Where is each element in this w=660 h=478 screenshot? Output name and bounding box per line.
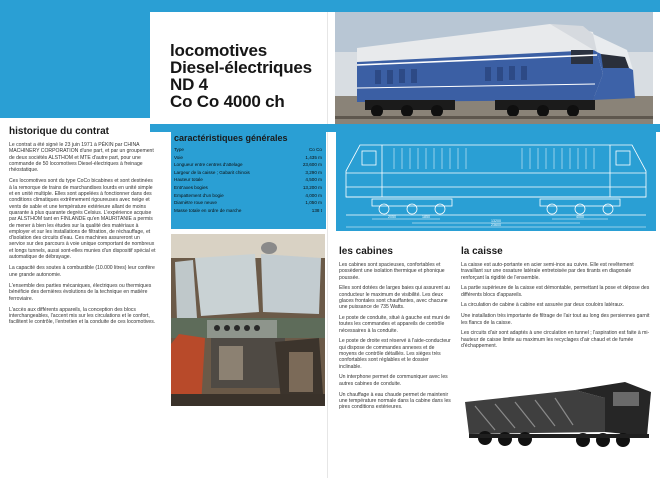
caisse-text	[461, 262, 654, 354]
row-value: 13,200 m	[302, 184, 322, 190]
table-row	[174, 199, 322, 207]
row-value: 4,500 m	[305, 177, 322, 183]
row-label: Voie	[174, 154, 183, 160]
row-value: 4,000 m	[305, 192, 322, 198]
caisse-heading: la caisse	[461, 246, 503, 257]
dim-label: 13200	[491, 219, 501, 223]
title-line-3: ND 4	[170, 75, 208, 94]
locomotive-frame-photo	[455, 372, 655, 454]
table-row	[174, 161, 322, 169]
dim-label: 4000	[576, 215, 584, 219]
row-value: 138 t	[311, 207, 322, 213]
table-row	[174, 184, 322, 192]
paragraph: L'ensemble des parties mécaniques, électriques ou thermiques bénéficie des dernières évolutions de la technique en matière ferroviaire.	[9, 282, 152, 302]
table-row	[174, 146, 322, 154]
row-value: 23,600 m	[302, 162, 322, 168]
title-line-4: Co Co 4000 ch	[170, 92, 285, 111]
paragraph: Une installation très importante de filtrage de l'air tout au long des persiennes garnit les flancs de la caisse.	[461, 313, 650, 326]
document-title	[170, 42, 340, 110]
paragraph: Ces locomotives sont du type CoCo bicabines et sont destinées à la remorque de trains de marchandises lourds en unité simple et en unité multiple. Elles sont appelées à fonctionner dans des conditions climatiques extrêmement rigoureuses avec neige et vents de sable et une température extérieure allant de moins quarante à plus quarante degrés Celsius. L'expérience acquise par ALSTHOM tant en FINLANDE qu'en MAURITANIE a permis de mener à bien les études sur la qualité des matériaux à employer et sur les installations de filtration, de réchauffage, et d'isolation des circuits d'eau. Ces machines assureront un service sur des parcours à voie unique comportant de nombreux et longs tunnels, aussi sont-elles munies d'un dispositif spécial et automatique de débrayage.	[9, 178, 156, 261]
paragraph: Les cabines sont spacieuses, confortables et possèdent une isolation thermique et phonique poussée.	[339, 262, 445, 281]
title-line-2: Diesel-électriques	[170, 58, 312, 77]
row-label: Type	[174, 147, 184, 152]
row-label: Entr'axes bogies	[174, 184, 208, 190]
paragraph: Un chauffage à eau chaude permet de maintenir une température normale dans la cabine dans les pires conditions extérieures.	[339, 391, 451, 411]
paragraph: La capacité des soutes à combustible (10.000 litres) leur confère une grande autonomie.	[9, 265, 155, 278]
row-value: 3,290 m	[305, 169, 322, 175]
title-line-1: locomotives	[170, 41, 267, 60]
row-label: Largeur de la caisse ; Gabarit chinois	[174, 169, 250, 175]
paragraph: Le poste de droite est réservé à l'aide-conducteur qui dispose de commandes annexes et de moyens de contrôle détaillés. Les sièges très confortables sont réglables et le dossier inclinable.	[339, 338, 451, 370]
row-value: 1,435 m	[305, 154, 322, 160]
top-blue-strip	[150, 0, 660, 12]
table-row	[174, 207, 322, 215]
paragraph: Elles sont dotées de larges baies qui assurent au conducteur le maximum de visibilité. Les deux glaces frontales sont chauffantes, avec chacune une puissance de 735 Watts.	[339, 285, 451, 311]
table-row	[174, 154, 322, 162]
historique-text	[9, 142, 157, 331]
row-label: Diamètre roue neuve	[174, 200, 217, 206]
paragraph: Le contrat a été signé le 23 juin 1971 à PÉKIN par CHINA MACHINERY CORPORATION d'une part, et par un groupement de deux sociétés ALSTHOM et MTE d'autre part, pour une commande de 50 locomotives Diesel-électriques à freinage rhéostatique.	[9, 142, 154, 174]
table-row	[174, 176, 322, 184]
row-value: 1,050 m	[305, 200, 322, 206]
row-label: Hauteur totale	[174, 177, 203, 183]
dim-label: 23600	[491, 223, 501, 227]
paragraph: L'accès aux différents appareils, la conception des blocs interchangeables, l'accent mis sur les circulations et le confort, facilitent le contrôle, l'entretien et la conduite de ces locomotives.	[9, 306, 156, 326]
paragraph: La caisse est auto-portante en acier semi-inox au cuivre. Elle est revêtement travaillant sur une ossature latérale entretoisée par des tirants en diagonale renforçant la rigidité de l'ensemble.	[461, 262, 634, 281]
cabines-text	[339, 262, 451, 415]
cabines-heading: les cabines	[339, 246, 393, 257]
locomotive-photo	[335, 12, 653, 124]
dim-label: 2050	[388, 215, 396, 219]
row-label: Masse totale en ordre de marche	[174, 207, 242, 213]
dim-label: 1850	[422, 215, 430, 219]
paragraph: La circulation de cabine à cabine est assurée par deux couloirs latéraux.	[461, 302, 625, 309]
characteristics-heading: caractéristiques générales	[174, 133, 288, 143]
characteristics-table	[174, 146, 322, 214]
row-value: Co Co	[308, 147, 322, 152]
locomotive-side-diagram	[336, 131, 656, 231]
paragraph: La partie supérieure de la caisse est démontable, permettant la pose et dépose des différents blocs d'appareils.	[461, 285, 650, 298]
paragraph: Un interphone permet de communiquer avec les autres cabines de conduite.	[339, 374, 448, 387]
historique-heading: historique du contrat	[9, 126, 109, 137]
paragraph: Les circuits d'air sont adaptés à une circulation en tunnel ; l'aspiration est faite à mi-hauteur de caisse limite au maximum les recyclages d'air chaud et de fumée d'échappement.	[461, 330, 650, 349]
cab-interior-photo	[171, 234, 325, 406]
row-label: Longueur entre centres d'attelage	[174, 162, 243, 168]
row-label: Empattement d'un bogie	[174, 192, 224, 198]
table-row	[174, 169, 322, 177]
characteristics-panel	[171, 131, 326, 229]
left-blue-panel	[0, 0, 150, 118]
table-row	[174, 192, 322, 200]
paragraph: Le poste de conduite, situé à gauche est muni de toutes les commandes et appareils de contrôle nécessaires à la conduite.	[339, 315, 451, 334]
